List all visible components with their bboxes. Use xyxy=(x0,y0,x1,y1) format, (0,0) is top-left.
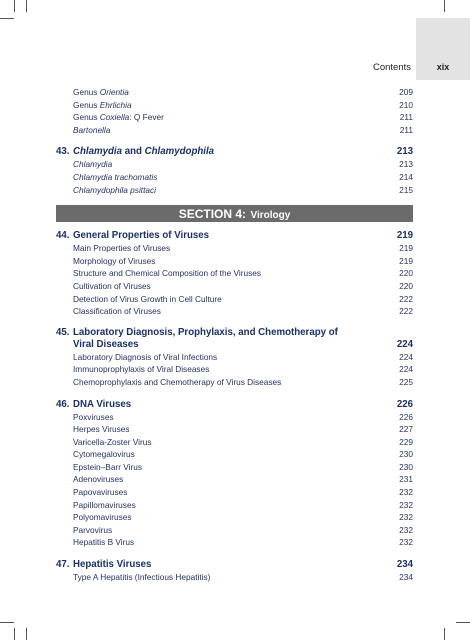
toc-entry[interactable] xyxy=(56,376,413,389)
toc-entry-title xyxy=(73,184,156,197)
chapter-43-heading[interactable] xyxy=(56,145,413,158)
toc-entry-title: Main Properties of Viruses xyxy=(73,243,171,254)
toc-entry-title: Structure and Chemical Composition of the Viruses xyxy=(73,268,262,279)
toc-entry-page: 232 xyxy=(399,524,413,535)
toc-entry-title: Classification of Viruses xyxy=(73,306,161,317)
toc-entry[interactable] xyxy=(56,124,413,137)
toc-entry-suffix: : Q Fever xyxy=(129,112,164,123)
toc-entry-title: Polyomaviruses xyxy=(73,512,132,523)
toc-entry[interactable] xyxy=(56,499,413,512)
toc-entry-page: 214 xyxy=(399,171,413,182)
toc-entry[interactable] xyxy=(56,486,413,499)
continued-entries xyxy=(56,86,413,136)
toc-entry-page: 222 xyxy=(399,306,413,317)
chapter-46-entries xyxy=(56,411,413,550)
toc-entry-page: 213 xyxy=(399,159,413,170)
chapter-number: 44. xyxy=(56,230,70,242)
chapter-number: 43. xyxy=(56,146,70,158)
toc-entry-page: 234 xyxy=(399,572,413,583)
chapter-47-entries xyxy=(56,571,413,584)
toc-entry-page: 230 xyxy=(399,449,413,460)
toc-entry[interactable] xyxy=(56,171,413,184)
toc-entry-page: 211 xyxy=(399,112,413,123)
chapter-title-part: Chlamydophila xyxy=(144,146,215,158)
toc-entry-title: Poxviruses xyxy=(73,411,114,422)
toc-entry[interactable] xyxy=(56,524,413,537)
toc-entry-page: 232 xyxy=(399,537,413,548)
crop-mark-top-left-v2 xyxy=(26,0,27,12)
toc-entry[interactable] xyxy=(56,293,413,306)
toc-entry-prefix: Genus xyxy=(73,99,100,110)
chapter-45-entries xyxy=(56,351,413,389)
chapter-45-heading[interactable] xyxy=(56,327,413,351)
toc-entry-title: Cultivation of Viruses xyxy=(73,280,151,291)
chapter-number: 46. xyxy=(56,398,70,410)
toc-entry[interactable] xyxy=(56,305,413,318)
toc-entry-prefix: Genus xyxy=(73,112,100,123)
toc-entry[interactable] xyxy=(56,448,413,461)
crop-mark-top-right-v xyxy=(444,0,445,12)
chapter-43-entries xyxy=(56,158,413,196)
toc-entry[interactable] xyxy=(56,473,413,486)
section-label: SECTION 4: xyxy=(178,207,247,222)
toc-entry-page: 224 xyxy=(399,351,413,362)
toc-entry-page: 211 xyxy=(399,124,413,135)
toc-entry[interactable] xyxy=(56,242,413,255)
toc-entry-title xyxy=(73,86,129,99)
toc-entry-page: 230 xyxy=(399,461,413,472)
toc-entry-title: Papillomaviruses xyxy=(73,499,136,510)
toc-entry[interactable] xyxy=(56,363,413,376)
toc-entry[interactable] xyxy=(56,461,413,474)
toc-entry-title xyxy=(73,111,164,124)
chapter-title-line1: Laboratory Diagnosis, Prophylaxis, and Chemotherapy of xyxy=(73,326,338,338)
chapter-number: 47. xyxy=(56,559,70,571)
chapter-title-part: and xyxy=(122,146,145,158)
toc-entry-italic: Orientia xyxy=(99,87,129,97)
crop-mark-top-left-h xyxy=(0,18,14,19)
toc-entry[interactable] xyxy=(56,255,413,268)
toc-entry-title: Varicella-Zoster Virus xyxy=(73,436,152,447)
section-name: Virology xyxy=(250,210,291,222)
toc-entry-italic: Ehrlichia xyxy=(99,99,132,110)
toc-entry-title: Type A Hepatitis (Infectious Hepatitis) xyxy=(73,572,211,583)
toc-entry-page: 215 xyxy=(399,184,413,195)
toc-entry[interactable] xyxy=(56,99,413,112)
toc-entry-title: Cytomegalovirus xyxy=(73,449,135,460)
toc-entry-title xyxy=(73,158,112,171)
chapter-title: DNA Viruses xyxy=(73,398,132,410)
toc-entry-title: Chemoprophylaxis and Chemotherapy of Virus Diseases xyxy=(73,376,282,387)
crop-mark-bottom-left-h xyxy=(0,622,14,623)
toc-entry[interactable] xyxy=(56,184,413,197)
chapter-page: 213 xyxy=(396,146,413,158)
table-of-contents xyxy=(56,86,413,584)
toc-entry-page: 220 xyxy=(399,268,413,279)
toc-entry-title: Parvovirus xyxy=(73,524,113,535)
toc-entry-page: 224 xyxy=(399,364,413,375)
toc-entry-page: 210 xyxy=(399,99,413,110)
toc-entry[interactable] xyxy=(56,267,413,280)
toc-entry-title xyxy=(73,171,157,184)
toc-entry-page: 219 xyxy=(399,255,413,266)
toc-entry-page: 232 xyxy=(399,512,413,523)
toc-entry-page: 226 xyxy=(399,411,413,422)
toc-entry-page: 220 xyxy=(399,280,413,291)
toc-entry[interactable] xyxy=(56,511,413,524)
crop-mark-bottom-right-v xyxy=(444,628,445,640)
toc-entry-page: 232 xyxy=(399,499,413,510)
chapter-47-heading[interactable] xyxy=(56,558,413,571)
chapter-page: 219 xyxy=(396,230,413,242)
toc-entry[interactable] xyxy=(56,351,413,364)
toc-entry-title-italic: Chlamydia xyxy=(73,159,113,170)
crop-mark-bottom-left-v2 xyxy=(14,628,15,640)
crop-mark-bottom-right-h xyxy=(456,622,470,623)
toc-entry-title: Herpes Viruses xyxy=(73,424,130,435)
crop-mark-bottom-left-v xyxy=(26,628,27,640)
running-header-page-number: xix xyxy=(436,62,450,72)
toc-entry-page: 219 xyxy=(399,243,413,254)
toc-entry-page: 229 xyxy=(399,436,413,447)
toc-entry-title-italic: Chlamydia trachomatis xyxy=(73,171,158,182)
toc-entry[interactable] xyxy=(56,436,413,449)
chapter-44-heading[interactable] xyxy=(56,229,413,242)
toc-entry[interactable] xyxy=(56,111,413,124)
toc-entry-title-italic: Chlamydophila psittaci xyxy=(73,184,157,195)
chapter-title-line2: Viral Diseases xyxy=(73,338,139,350)
toc-entry-title: Papovaviruses xyxy=(73,487,128,498)
toc-entry-title xyxy=(73,99,132,112)
toc-entry-page: 209 xyxy=(399,87,413,97)
chapter-title: Hepatitis Viruses xyxy=(73,559,152,571)
toc-entry-page: 227 xyxy=(399,424,413,435)
toc-entry[interactable] xyxy=(56,536,413,549)
toc-entry[interactable] xyxy=(56,423,413,436)
toc-entry-prefix: Genus xyxy=(73,87,100,97)
chapter-page: 224 xyxy=(396,338,413,350)
toc-entry-italic: Coxiella xyxy=(99,112,130,123)
toc-entry[interactable] xyxy=(56,280,413,293)
chapter-44-entries xyxy=(56,242,413,318)
chapter-page: 234 xyxy=(396,559,413,571)
chapter-title: General Properties of Viruses xyxy=(73,230,210,242)
toc-entry[interactable] xyxy=(56,571,413,584)
chapter-number: 45. xyxy=(56,326,70,338)
toc-entry[interactable] xyxy=(56,411,413,424)
running-header-title: Contents xyxy=(372,62,411,73)
toc-entry-title: Laboratory Diagnosis of Viral Infections xyxy=(73,351,218,362)
toc-entry-italic: Bartonella xyxy=(73,124,111,135)
toc-entry-page: 232 xyxy=(399,487,413,498)
toc-entry-title xyxy=(73,124,110,137)
chapter-page: 226 xyxy=(396,398,413,410)
toc-entry-title: Epstein–Barr Virus xyxy=(73,461,143,472)
toc-entry-title: Adenoviruses xyxy=(73,474,124,485)
toc-entry[interactable] xyxy=(56,158,413,171)
toc-entry-page: 231 xyxy=(399,474,413,485)
toc-entry-title: Immunoprophylaxis of Viral Diseases xyxy=(73,364,210,375)
chapter-46-heading[interactable] xyxy=(56,398,413,411)
toc-entry-title: Detection of Virus Growth in Cell Culture xyxy=(73,293,222,304)
chapter-title-part: Chlamydia xyxy=(73,146,122,158)
crop-mark-top-left-v xyxy=(14,0,15,12)
section-banner xyxy=(56,205,413,222)
toc-entry-title: Hepatitis B Virus xyxy=(73,537,135,548)
toc-entry[interactable] xyxy=(56,86,413,99)
toc-entry-title: Morphology of Viruses xyxy=(73,255,156,266)
toc-entry-page: 225 xyxy=(399,376,413,387)
toc-entry-page: 222 xyxy=(399,293,413,304)
